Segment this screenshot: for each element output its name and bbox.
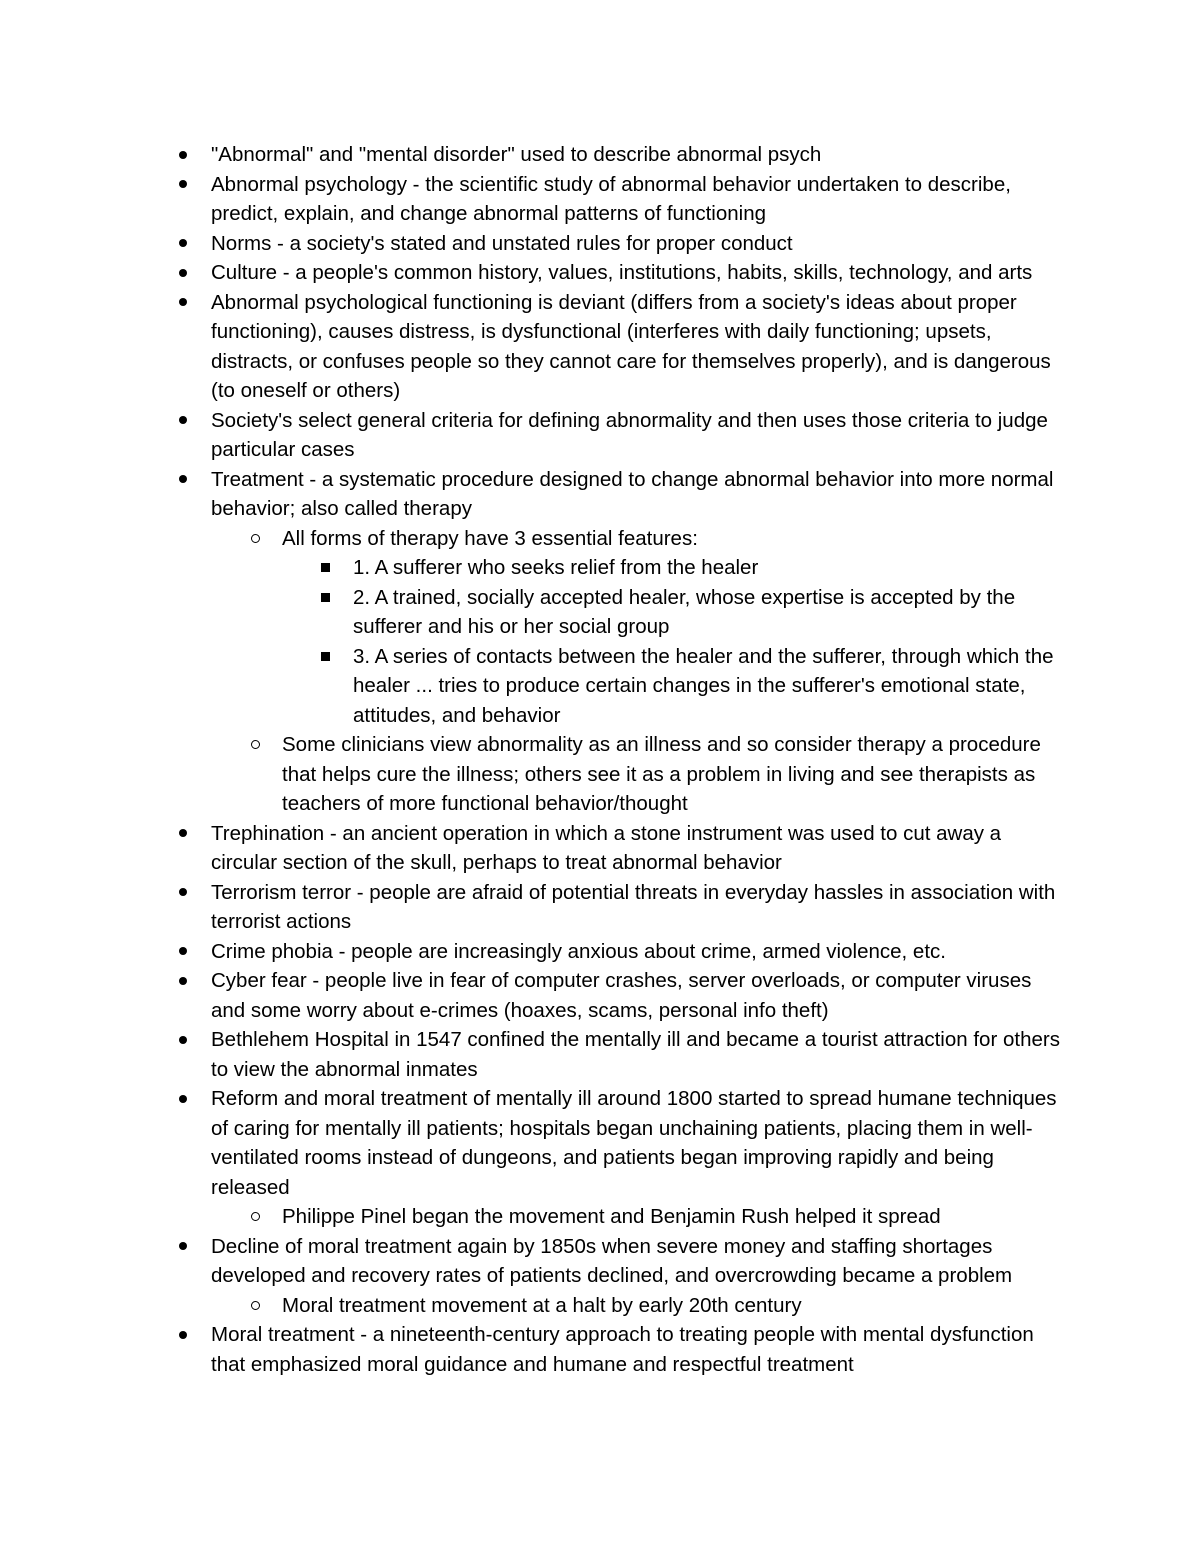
bullet-dot-icon (178, 465, 188, 495)
bullet-dot-icon (178, 406, 188, 436)
bullet-dot-icon (178, 288, 188, 318)
list-item-text: Trephination - an ancient operation in which a stone instrument was used to cut away a circular section of the skull, perhaps to treat abnormal behavior (211, 821, 1002, 874)
list-item (211, 1025, 1071, 1084)
list-item-text: 1. A sufferer who seeks relief from the healer (353, 556, 759, 579)
bullet-dot-icon (178, 878, 188, 908)
list-item (353, 583, 1071, 642)
list-item (211, 937, 1071, 967)
list-item-text: Philippe Pinel began the movement and Benjamin Rush helped it spread (282, 1205, 941, 1228)
list-item (282, 730, 1071, 819)
list-item-text: "Abnormal" and "mental disorder" used to describe abnormal psych (211, 143, 822, 166)
list-item-text: Society's select general criteria for defining abnormality and then uses those criteria to judge particular cases (211, 408, 1048, 461)
list-item-text: Some clinicians view abnormality as an illness and so consider therapy a procedure that helps cure the illness; others see it as a problem in living and see therapists as teachers of more functional behavior/thought (282, 733, 1041, 815)
bullet-dot-icon (178, 1320, 188, 1350)
list-item (211, 465, 1071, 524)
list-item (211, 966, 1071, 1025)
bullet-dot-icon (178, 819, 188, 849)
notes-body (211, 140, 1071, 1379)
list-item (211, 819, 1071, 878)
bullet-dot-icon (178, 966, 188, 996)
list-item-text: Norms - a society's stated and unstated rules for proper conduct (211, 231, 793, 255)
bullet-dot-icon (178, 140, 188, 170)
bullet-circle-icon (249, 524, 261, 554)
bullet-dot-icon (178, 229, 188, 259)
list-item-text: Culture - a people's common history, values, institutions, habits, skills, technology, and arts (211, 261, 1033, 284)
bullet-dot-icon (178, 170, 188, 200)
list-item (211, 258, 1071, 288)
bullet-square-icon (319, 642, 331, 672)
list-item-text: Abnormal psychology - the scientific study of abnormal behavior undertaken to describe, predict, explain, and change abnormal patterns of functioning (211, 172, 1011, 225)
list-item (353, 553, 1071, 583)
list-item-text: All forms of therapy have 3 essential features: (282, 526, 698, 550)
list-item (282, 524, 1071, 554)
list-item (211, 1084, 1071, 1202)
bullet-circle-icon (249, 1291, 261, 1321)
list-item-text: Terrorism terror - people are afraid of potential threats in everyday hassles in association with terrorist actions (211, 880, 1056, 933)
bullet-dot-icon (178, 258, 188, 288)
list-item (211, 140, 1071, 170)
list-item-text: 2. A trained, socially accepted healer, whose expertise is accepted by the sufferer and his or her social group (353, 585, 1016, 638)
list-item-text: Abnormal psychological functioning is deviant (differs from a society's ideas about proper functioning), causes distress, is dysfunctional (interferes with daily functioning; upsets, distracts, or confuses people so they cannot care for themselves properly), and is dangerous (to oneself or others) (211, 290, 1051, 402)
list-item (282, 1202, 1071, 1232)
list-item-text: Crime phobia - people are increasingly anxious about crime, armed violence, etc. (211, 939, 946, 963)
bullet-dot-icon (178, 1232, 188, 1262)
list-item-text: Cyber fear - people live in fear of computer crashes, server overloads, or computer viruses and some worry about e-crimes (hoaxes, scams, personal info theft) (211, 969, 1032, 1022)
bullet-dot-icon (178, 937, 188, 967)
list-item-text: Moral treatment movement at a halt by early 20th century (282, 1293, 802, 1317)
list-item (282, 1291, 1071, 1321)
list-item-text: 3. A series of contacts between the healer and the sufferer, through which the healer ... tries to produce certain changes in the sufferer's emotional state, attitudes, and behavior (353, 644, 1054, 727)
list-item-text: Reform and moral treatment of mentally ill around 1800 started to spread humane techniques of caring for mentally ill patients; hospitals began unchaining patients, placing them in well-ventilated rooms instead of dungeons, and patients began improving rapidly and being released (211, 1087, 1057, 1199)
list-item-text: Decline of moral treatment again by 1850s when severe money and staffing shortages developed and recovery rates of patients declined, and overcrowding became a problem (211, 1234, 1013, 1287)
bullet-circle-icon (249, 1202, 261, 1232)
list-item (211, 170, 1071, 229)
bullet-square-icon (319, 553, 331, 583)
bullet-list (211, 140, 1071, 1379)
list-item (211, 229, 1071, 259)
list-item (353, 642, 1071, 731)
list-item (211, 406, 1071, 465)
list-item (211, 1320, 1071, 1379)
bullet-dot-icon (178, 1084, 188, 1114)
bullet-dot-icon (178, 1025, 188, 1055)
list-item (211, 288, 1071, 406)
list-item-text: Bethlehem Hospital in 1547 confined the mentally ill and became a tourist attraction for others to view the abnormal inmates (211, 1028, 1060, 1081)
list-item (211, 1232, 1071, 1291)
list-item-text: Treatment - a systematic procedure designed to change abnormal behavior into more normal behavior; also called therapy (211, 467, 1054, 520)
bullet-square-icon (319, 583, 331, 613)
list-item-text: Moral treatment - a nineteenth-century approach to treating people with mental dysfunction that emphasized moral guidance and humane and respectful treatment (211, 1323, 1034, 1376)
bullet-circle-icon (249, 730, 261, 760)
list-item (211, 878, 1071, 937)
